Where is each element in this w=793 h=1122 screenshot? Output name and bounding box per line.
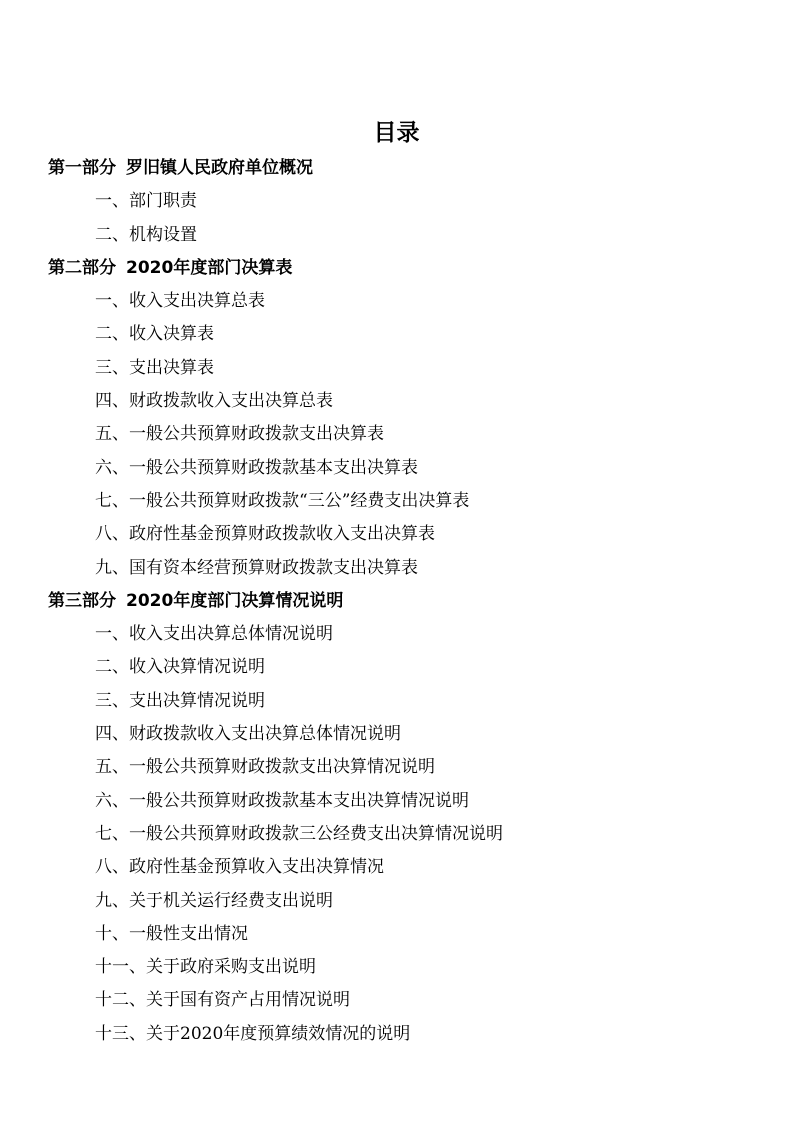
toc-item: 十一、关于政府采购支出说明 bbox=[95, 957, 316, 978]
toc-item: 六、一般公共预算财政拨款基本支出决算情况说明 bbox=[95, 790, 469, 811]
part-name: 2020年度部门决算表 bbox=[126, 257, 293, 278]
toc-item: 九、关于机关运行经费支出说明 bbox=[95, 890, 333, 911]
toc-item: 五、一般公共预算财政拨款支出决算情况说明 bbox=[95, 757, 435, 778]
part-name: 罗旧镇人民政府单位概况 bbox=[126, 158, 313, 178]
toc-part-heading bbox=[0, 585, 793, 618]
page-title: 目录 bbox=[373, 120, 420, 146]
toc-item: 十、一般性支出情况 bbox=[95, 923, 248, 944]
toc-item: 七、一般公共预算财政拨款“三公”经费支出决算表 bbox=[95, 490, 470, 511]
toc-item: 八、政府性基金预算财政拨款收入支出决算表 bbox=[95, 524, 435, 545]
toc-item: 一、收入支出决算总表 bbox=[95, 291, 265, 312]
toc-item: 三、支出决算情况说明 bbox=[95, 690, 265, 711]
toc-item: 四、财政拨款收入支出决算总体情况说明 bbox=[95, 724, 401, 745]
toc-item: 二、机构设置 bbox=[95, 224, 197, 245]
toc-item: 十三、关于2020年度预算绩效情况的说明 bbox=[95, 1023, 411, 1044]
part-number: 第三部分 bbox=[48, 590, 116, 611]
toc-item: 三、支出决算表 bbox=[95, 357, 214, 378]
toc-part-heading bbox=[0, 252, 793, 285]
part-number: 第一部分 bbox=[48, 158, 116, 178]
toc-item: 二、收入决算情况说明 bbox=[95, 657, 265, 678]
toc-item: 八、政府性基金预算收入支出决算情况 bbox=[95, 857, 384, 878]
part-name: 2020年度部门决算情况说明 bbox=[126, 590, 344, 611]
toc-item: 一、收入支出决算总体情况说明 bbox=[95, 624, 333, 645]
part-number: 第二部分 bbox=[48, 257, 116, 278]
toc-item: 十二、关于国有资产占用情况说明 bbox=[95, 990, 350, 1011]
toc-part-heading bbox=[0, 152, 793, 185]
toc-item: 六、一般公共预算财政拨款基本支出决算表 bbox=[95, 457, 418, 478]
toc-item: 二、收入决算表 bbox=[95, 324, 214, 345]
toc-item: 七、一般公共预算财政拨款三公经费支出决算情况说明 bbox=[95, 823, 503, 844]
toc-item: 九、国有资本经营预算财政拨款支出决算表 bbox=[95, 557, 418, 578]
table-of-contents bbox=[0, 152, 793, 1051]
toc-item: 五、一般公共预算财政拨款支出决算表 bbox=[95, 424, 384, 445]
toc-item: 四、财政拨款收入支出决算总表 bbox=[95, 391, 333, 412]
toc-item: 一、部门职责 bbox=[95, 191, 197, 212]
